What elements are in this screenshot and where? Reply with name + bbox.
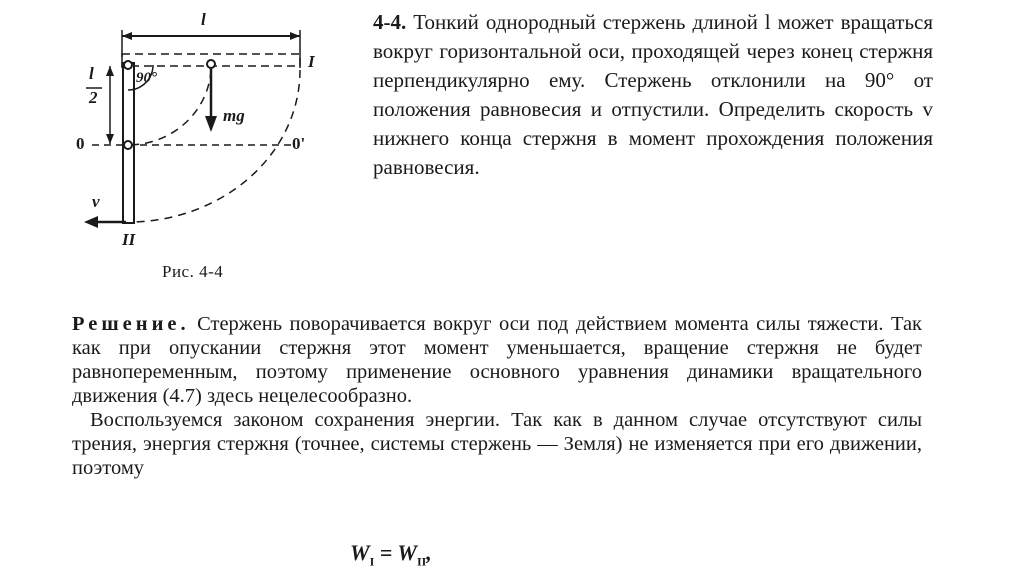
- solution-text-1: Стержень поворачивается вокруг оси под действием момента силы тяжести. Так как при опускании стержня этот момент уменьшается, вращение стержня не будет равнопеременным, поэтому применение основного уравнения динамики вращательного движения (4.7) здесь нецелесообразно.: [72, 313, 923, 407]
- rod-end-path: [134, 70, 300, 222]
- half-length-numerator: l: [89, 64, 94, 83]
- position-2-label: II: [122, 230, 136, 249]
- solution-text-2: Воспользуемся законом сохранения энергии. Так как в данном случае отсутствуют силы трения, энергия стержня (точнее, системы стержень — Земля) не изменяется при его движении, поэтому: [72, 409, 922, 479]
- solution-heading: Решение.: [72, 313, 190, 335]
- solution-section: [72, 312, 922, 480]
- energy-equation: [350, 540, 432, 569]
- position-1-label: I: [308, 52, 315, 71]
- problem-text: Тонкий однородный стержень длиной l может вращаться вокруг горизонтальной оси, проходящей через конец стержня перпендикулярно ему. Стержень отклонили на 90° от положения равновесия и отпустили. Определить скорость v нижнего конца стержня в момент прохождения положения равновесия.: [373, 10, 933, 179]
- formula-lhs-subscript: I: [369, 554, 375, 569]
- axis-left-label: 0: [76, 134, 85, 153]
- formula-rhs-subscript: II: [416, 554, 427, 569]
- problem-number: 4-4.: [373, 10, 407, 34]
- formula-tail: ,: [426, 540, 432, 565]
- formula-lhs: W: [350, 540, 370, 565]
- problem-statement: [373, 8, 933, 182]
- velocity-label: v: [92, 192, 100, 211]
- formula-rhs: W: [397, 540, 417, 565]
- figure-caption: Рис. 4-4: [162, 262, 224, 281]
- solution-paragraph-2: [72, 408, 922, 480]
- length-label: l: [201, 10, 206, 29]
- formula-equals: =: [374, 540, 398, 565]
- force-label: mg: [223, 106, 245, 125]
- half-length-denominator: 2: [89, 88, 98, 107]
- center-of-mass: [207, 60, 215, 68]
- angle-label: 90°: [136, 70, 157, 86]
- center-of-mass-lower: [124, 141, 132, 149]
- axis-right-label: 0': [292, 134, 306, 153]
- rod-diagram: [70, 8, 360, 298]
- solution-paragraph-1: [72, 312, 922, 408]
- pivot-point: [124, 61, 132, 69]
- figure-4-4: [70, 8, 360, 298]
